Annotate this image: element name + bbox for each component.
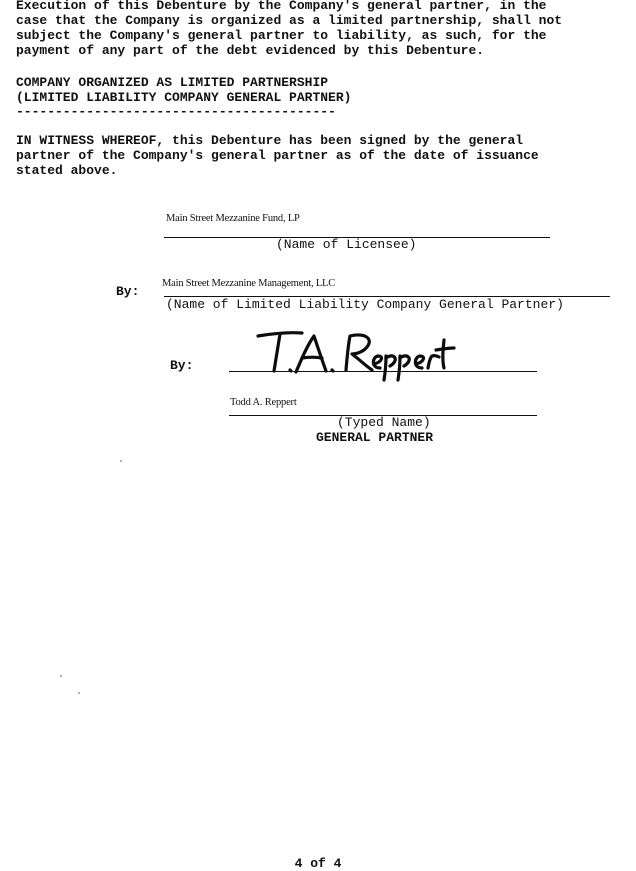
gp-name: Main Street Mezzanine Management, LLC xyxy=(162,278,336,289)
handwritten-signature xyxy=(230,326,470,382)
witness-paragraph-line-1: IN WITNESS WHEREOF, this Debenture has been signed by the general xyxy=(16,133,524,148)
intro-paragraph-line-4: payment of any part of the debt evidenced by this Debenture. xyxy=(16,43,485,58)
witness-paragraph-line-3: stated above. xyxy=(16,163,118,178)
by-label-1: By: xyxy=(116,284,140,299)
typed-name-caption: (Typed Name) xyxy=(337,415,431,430)
intro-paragraph-line-3: subject the Company's general partner to liability, as such, for the xyxy=(16,28,547,43)
intro-paragraph-line-1: Execution of this Debenture by the Company's general partner, in the xyxy=(16,0,547,13)
scan-speck xyxy=(78,692,80,694)
page-number: 4 of 4 xyxy=(294,856,342,871)
licensee-name: Main Street Mezzanine Fund, LP xyxy=(166,213,300,224)
licensee-caption: (Name of Licensee) xyxy=(276,237,417,252)
scan-speck xyxy=(120,460,122,462)
scan-speck xyxy=(60,675,62,677)
signature-line xyxy=(229,371,537,372)
section-heading-dashes: ----------------------------------------- xyxy=(16,104,336,119)
intro-paragraph-line-2: case that the Company is organized as a limited partnership, shall not xyxy=(16,13,563,28)
section-heading-line-2: (LIMITED LIABILITY COMPANY GENERAL PARTNER) xyxy=(16,90,352,105)
by-label-2: By: xyxy=(170,358,194,373)
title-general-partner: GENERAL PARTNER xyxy=(316,430,434,445)
section-heading-line-1: COMPANY ORGANIZED AS LIMITED PARTNERSHIP xyxy=(16,75,329,90)
witness-paragraph-line-2: partner of the Company's general partner as of the date of issuance xyxy=(16,148,539,163)
gp-caption: (Name of Limited Liability Company General Partner) xyxy=(166,297,564,312)
typed-name: Todd A. Reppert xyxy=(230,397,297,408)
